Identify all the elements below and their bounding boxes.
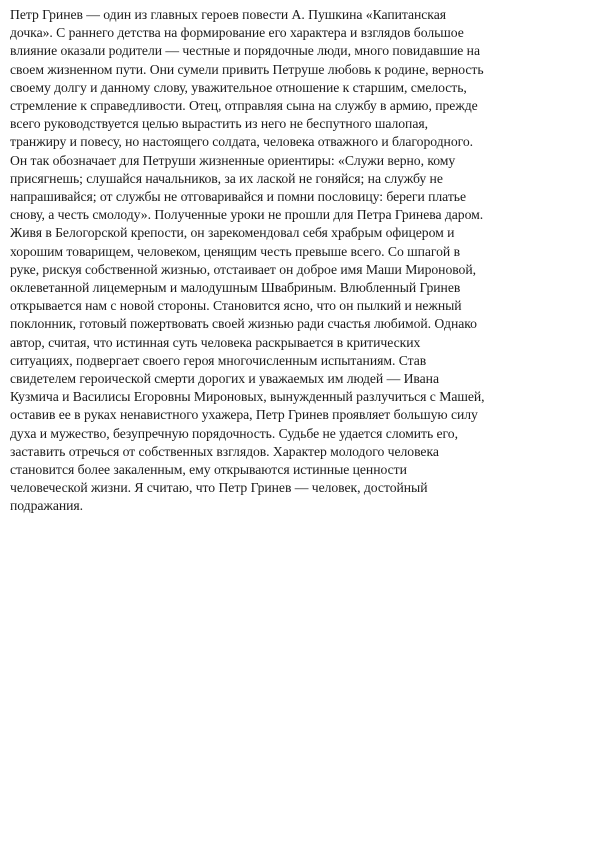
essay-paragraph [10,6,595,516]
text-line: оклеветанной лицемерным и малодушным Швабриным. Влюбленный Гринев [10,280,461,296]
text-line: подражания. [10,498,84,514]
text-line: стремление к справедливости. Отец, отправляя сына на службу в армию, прежде [10,98,478,114]
text-line: духа и мужество, безупречную порядочность. Судьбе не удается сломить его, [10,425,458,441]
text-line: Кузмича и Василисы Егоровны Мироновых, вынужденный разлучиться с Машей, [10,389,485,405]
text-line: Он так обозначает для Петруши жизненные ориентиры: «Служи верно, кому [10,152,456,168]
text-line: заставить отречься от собственных взглядов. Характер молодого человека [10,443,439,459]
text-line: Живя в Белогорской крепости, он зарекомендовал себя храбрым офицером и [10,225,455,241]
text-line: ситуациях, подвергает своего героя многочисленным испытаниям. Став [10,352,427,368]
text-line: открывается нам с новой стороны. Становится ясно, что он пылкий и нежный [10,298,462,314]
text-line: снову, а честь смолоду». Полученные уроки не прошли для Петра Гринева даром. [10,207,484,223]
text-line: присягнешь; слушайся начальников, за их лаской не гоняйся; на службу не [10,170,443,186]
text-line: становится более закаленным, ему открываются истинные ценности [10,462,407,478]
text-line: дочка». С раннего детства на формирование его характера и взглядов большое [10,25,464,41]
text-line: поклонник, готовый пожертвовать своей жизнью ради счастья любимой. Однако [10,316,477,332]
text-line: хорошим товарищем, человеком, ценящим честь превыше всего. Со шпагой в [10,243,460,259]
text-line: своему долгу и данному слову, уважительное отношение к старшим, смелость, [10,79,467,95]
text-line: своем жизненном пути. Они сумели привить Петруше любовь к родине, верность [10,61,484,77]
text-line: оставив ее в руках ненавистного ухажера, Петр Гринев проявляет большую силу [10,407,478,423]
text-line: всего руководствуется целью вырастить из него не беспутного шалопая, [10,116,428,132]
text-line: руке, рискуя собственной жизнью, отстаивает он доброе имя Маши Мироновой, [10,261,477,277]
text-line: транжиру и повесу, но настоящего солдата, человека отважного и благородного. [10,134,474,150]
text-line: Петр Гринев — один из главных героев повести А. Пушкина «Капитанская [10,7,446,22]
text-line: человеческой жизни. Я считаю, что Петр Гринев — человек, достойный [10,480,428,496]
text-line: напрашивайся; от службы не отговаривайся и помни пословицу: береги платье [10,189,466,205]
text-line: автор, считая, что истинная суть человека раскрывается в критических [10,334,421,350]
text-line: влияние оказали родители — честные и порядочные люди, много повидавшие на [10,43,480,59]
text-line: свидетелем героической смерти дорогих и уважаемых им людей — Ивана [10,371,439,387]
